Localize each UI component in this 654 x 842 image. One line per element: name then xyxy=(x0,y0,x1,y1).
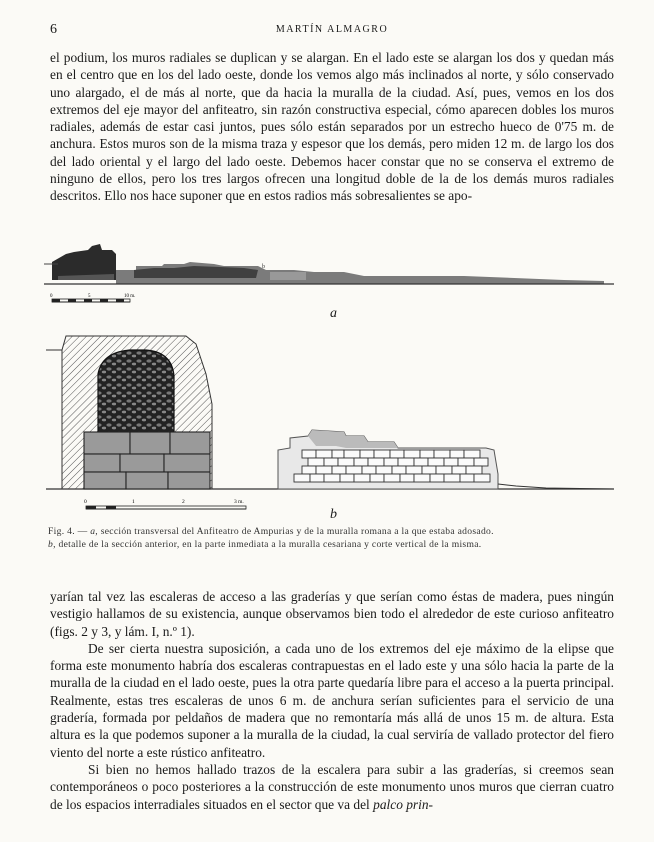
scale-b-tick: 1 xyxy=(132,499,135,505)
scale-b-tick: 2 xyxy=(182,499,185,505)
figure-a-section-drawing xyxy=(44,240,614,330)
caption-a-letter: a xyxy=(90,526,96,537)
running-head: MARTÍN ALMAGRO xyxy=(275,24,389,35)
scale-a-tick: 10 m. xyxy=(124,294,136,299)
caption-line-a xyxy=(48,526,614,539)
page-header xyxy=(50,22,614,38)
scale-b-tick: 0 xyxy=(84,499,87,505)
figure-caption xyxy=(48,526,614,551)
caption-b-text: , detalle de la sección anterior, en la parte inmediata a la muralla cesariana y corte vertical de la misma. xyxy=(53,538,482,550)
caption-lead: Fig. 4. — xyxy=(48,526,91,537)
paragraph: el podium, los muros radiales se duplican y se alargan. En el lado este se alargan los dos y quedan más en el centro que en los del lado oeste, donde los vemos algo más inclinados al norte, y sólo conservado uno alargado, el de más al norte, que da hacia la muralla de la ciudad. Así, pues, vemos en los dos extremos del eje mayor del anfiteatro, sin razón constructiva especial, cómo aparecen dobles los muros radiales, además de estar casi juntos, pues sólo están separados por un estrecho hueco de 0'75 m. de anchura. Estos muros son de la misma traza y espesor que los demás, pero miden 12 m. de largo los dos del lado oriental y el largo del lado oeste. Debemos hacer constar que no se conserva el extremo de ninguno de ellos, pero los tres largos ofrecen una longitud doble de la de los demás muros radiales descritos. Ello nos hace suponer que en estos radios más sobresalientes se apo- xyxy=(50,50,614,204)
caption-line-b xyxy=(48,539,614,552)
paragraph: yarían tal vez las escaleras de acceso a las graderías y que serían como éstas de madera, pues ningún vestigio hallamos de su existencia, aunque observamos bien todo el alrededor de este curioso anfiteatro (figs. 2 y 3, y lám. I, n.º 1). xyxy=(50,589,614,639)
scale-a-tick: 0 xyxy=(50,294,53,299)
paragraph: De ser cierta nuestra suposición, a cada uno de los extremos del eje máximo de la elipse que forma este monumento habría dos escaleras contrapuestas en el lado este y una sólo hacia la parte de la muralla de la ciudad en el lado oeste, pues la otra parte quedaría libre para el acceso a la puerta principal. Realmente, estas tres escaleras de unos 6 m. de anchura serían suficientes para el servicio de una gradería, formada por peldaños de madera que no remontaría más allá de unos 15 m. de altura. Esta altura es la que podemos suponer a la muralla de la ciudad, la cual serviría de vallado protector del fiero viento del norte a este rústico anfiteatro. xyxy=(50,640,614,760)
page-number: 6 xyxy=(50,22,57,37)
figure-label-b: b xyxy=(330,507,337,522)
caption-b-letter: b xyxy=(48,538,54,550)
body-text-bottom xyxy=(50,588,614,813)
scale-a-tick: 5 xyxy=(88,294,91,299)
figure-a-mark: b xyxy=(262,264,265,270)
scale-b-tick: 3 m. xyxy=(234,499,244,505)
paragraph-text: Si bien no hemos hallado trazos de la escalera para subir a las graderías, si creemos sean contemporáneos o poco posteriores a la construcción de este monumento unos muros que cierran cuatro de los espacios interradiales situados en el sector que va del xyxy=(50,761,614,812)
figure-label-a: a xyxy=(330,306,337,321)
body-text-top xyxy=(50,49,614,205)
figure-b-detail-drawing xyxy=(46,334,614,526)
paragraph-italic-term: palco prin- xyxy=(373,796,434,812)
paragraph xyxy=(50,761,614,813)
caption-a-text: , sección transversal del Anfiteatro de Ampurias y de la muralla romana a la que estaba adosado. xyxy=(95,526,494,537)
